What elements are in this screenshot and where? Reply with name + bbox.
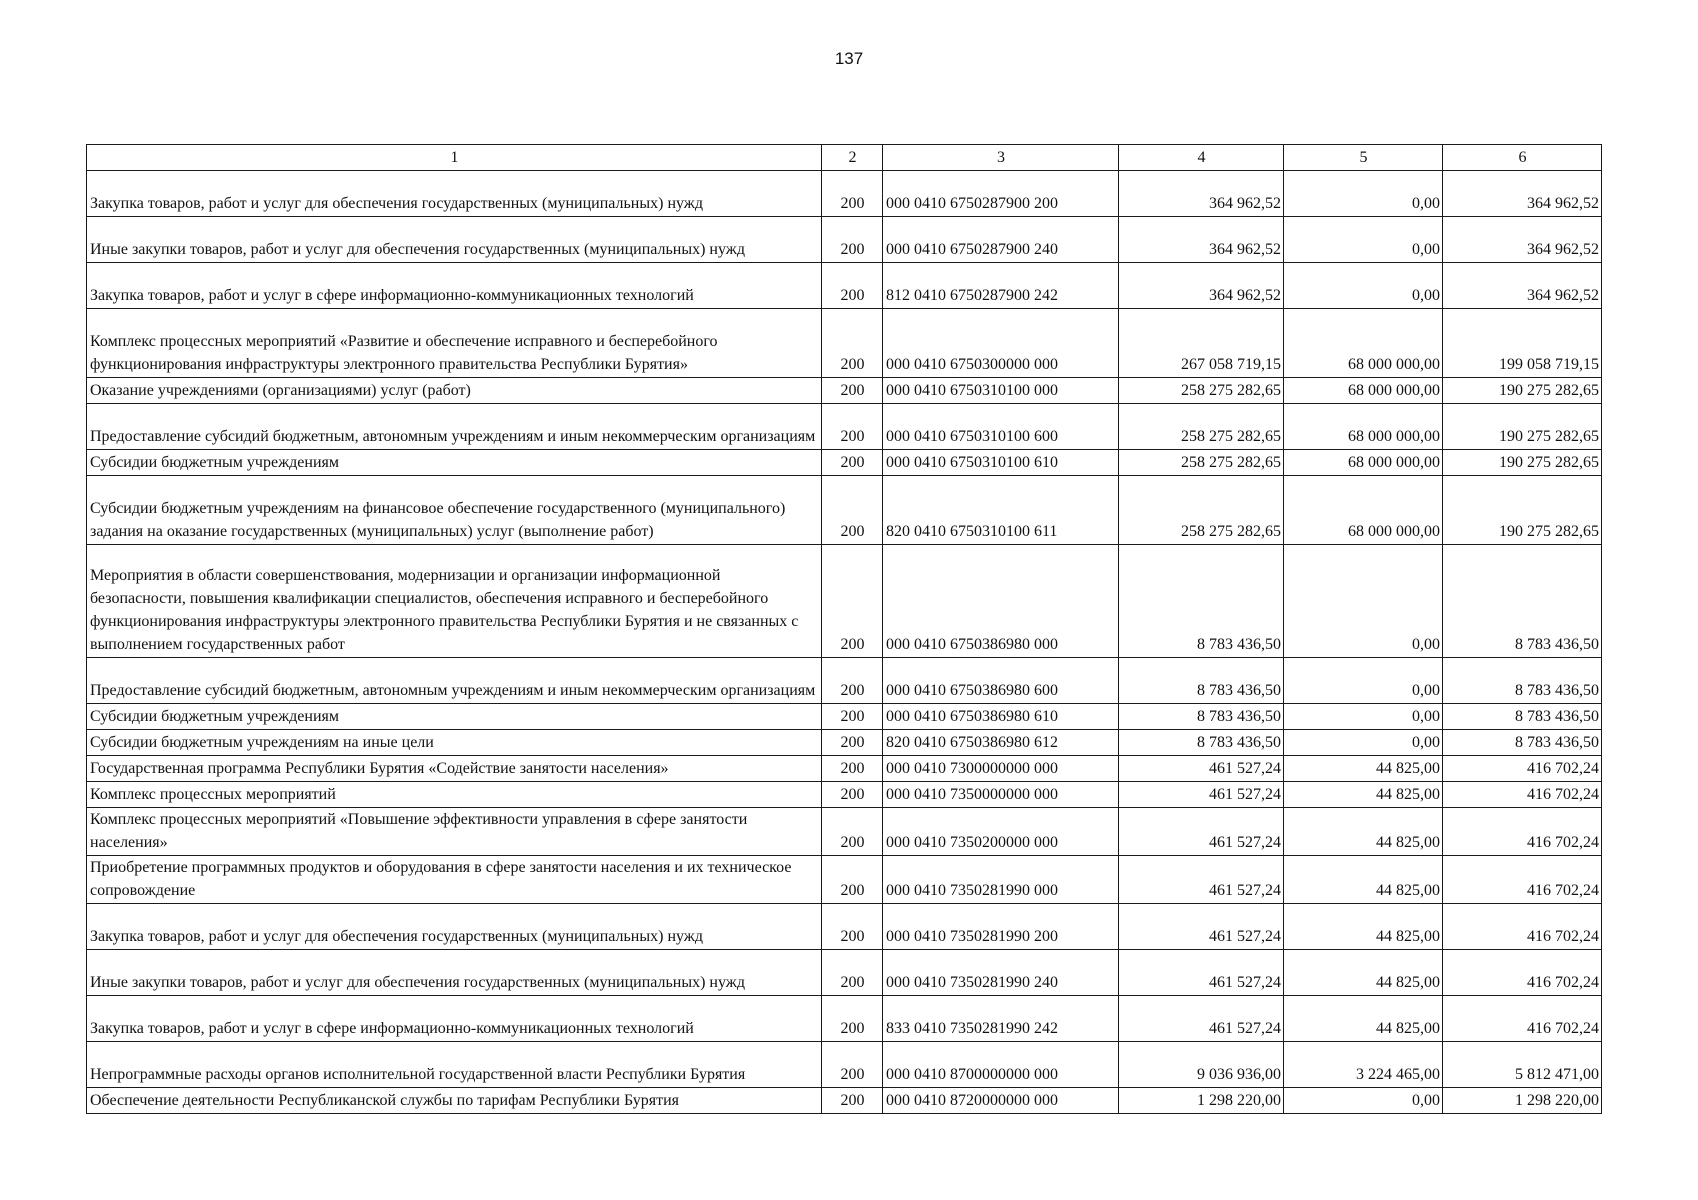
row-value-5: 44 825,00 (1284, 782, 1443, 808)
row-name: Мероприятия в области совершенствования, модернизации и организации информационной безопасности, повышения квалификации специалистов, обеспечения исправного и бесперебойного функционирования инфраструктуры электронного правительства Республики Бурятия и не связанных с выполнением государственных работ (87, 545, 822, 658)
table-row (87, 782, 1602, 808)
row-name: Оказание учреждениями (организациями) услуг (работ) (87, 378, 822, 404)
row-value-4: 8 783 436,50 (1119, 730, 1284, 756)
row-column-2: 200 (822, 545, 883, 658)
row-code: 833 0410 7350281990 242 (883, 996, 1119, 1042)
row-value-4: 258 275 282,65 (1119, 476, 1284, 545)
row-value-6: 416 702,24 (1443, 996, 1602, 1042)
row-name: Комплекс процессных мероприятий «Повышение эффективности управления в сфере занятости населения» (87, 808, 822, 856)
table-row (87, 217, 1602, 263)
row-code: 000 0410 6750386980 610 (883, 704, 1119, 730)
row-name: Иные закупки товаров, работ и услуг для обеспечения государственных (муниципальных) нужд (87, 950, 822, 996)
row-code: 000 0410 6750287900 200 (883, 171, 1119, 217)
row-value-6: 190 275 282,65 (1443, 404, 1602, 450)
row-value-6: 8 783 436,50 (1443, 545, 1602, 658)
row-value-5: 44 825,00 (1284, 856, 1443, 904)
row-code: 000 0410 6750310100 000 (883, 378, 1119, 404)
row-column-2: 200 (822, 309, 883, 378)
row-value-5: 3 224 465,00 (1284, 1042, 1443, 1088)
header-cell-5: 5 (1284, 145, 1443, 171)
row-code: 000 0410 6750287900 240 (883, 217, 1119, 263)
table-row (87, 378, 1602, 404)
row-value-5: 0,00 (1284, 171, 1443, 217)
row-value-6: 416 702,24 (1443, 808, 1602, 856)
row-column-2: 200 (822, 476, 883, 545)
row-name: Комплекс процессных мероприятий «Развитие и обеспечение исправного и бесперебойного функционирования инфраструктуры электронного правительства Республики Бурятия» (87, 309, 822, 378)
table-row (87, 704, 1602, 730)
row-value-5: 0,00 (1284, 730, 1443, 756)
table-row (87, 950, 1602, 996)
table-row (87, 1042, 1602, 1088)
row-code: 000 0410 6750386980 000 (883, 545, 1119, 658)
table-row (87, 730, 1602, 756)
row-column-2: 200 (822, 782, 883, 808)
row-name: Субсидии бюджетным учреждениям на финансовое обеспечение государственного (муниципального) задания на оказание государственных (муниципальных) услуг (выполнение работ) (87, 476, 822, 545)
row-value-5: 68 000 000,00 (1284, 378, 1443, 404)
row-value-4: 8 783 436,50 (1119, 658, 1284, 704)
row-column-2: 200 (822, 856, 883, 904)
row-value-4: 461 527,24 (1119, 904, 1284, 950)
row-column-2: 200 (822, 217, 883, 263)
row-code: 000 0410 8720000000 000 (883, 1088, 1119, 1114)
table-row (87, 856, 1602, 904)
row-name: Непрограммные расходы органов исполнительной государственной власти Республики Бурятия (87, 1042, 822, 1088)
row-value-5: 0,00 (1284, 263, 1443, 309)
row-value-6: 190 275 282,65 (1443, 476, 1602, 545)
row-name: Комплекс процессных мероприятий (87, 782, 822, 808)
row-value-5: 0,00 (1284, 658, 1443, 704)
row-name: Иные закупки товаров, работ и услуг для обеспечения государственных (муниципальных) нужд (87, 217, 822, 263)
row-name: Предоставление субсидий бюджетным, автономным учреждениям и иным некоммерческим организациям (87, 658, 822, 704)
row-value-6: 1 298 220,00 (1443, 1088, 1602, 1114)
row-column-2: 200 (822, 704, 883, 730)
row-code: 000 0410 7350000000 000 (883, 782, 1119, 808)
row-name: Субсидии бюджетным учреждениям (87, 450, 822, 476)
row-value-4: 8 783 436,50 (1119, 545, 1284, 658)
row-column-2: 200 (822, 1088, 883, 1114)
row-value-5: 44 825,00 (1284, 756, 1443, 782)
row-value-6: 364 962,52 (1443, 263, 1602, 309)
table-row (87, 263, 1602, 309)
row-code: 812 0410 6750287900 242 (883, 263, 1119, 309)
row-name: Приобретение программных продуктов и оборудования в сфере занятости населения и их техническое сопровождение (87, 856, 822, 904)
row-value-4: 364 962,52 (1119, 263, 1284, 309)
row-value-4: 258 275 282,65 (1119, 404, 1284, 450)
row-value-6: 8 783 436,50 (1443, 658, 1602, 704)
row-column-2: 200 (822, 1042, 883, 1088)
row-code: 000 0410 6750310100 600 (883, 404, 1119, 450)
row-value-6: 416 702,24 (1443, 856, 1602, 904)
row-value-4: 258 275 282,65 (1119, 378, 1284, 404)
header-cell-3: 3 (883, 145, 1119, 171)
row-name: Субсидии бюджетным учреждениям на иные цели (87, 730, 822, 756)
row-column-2: 200 (822, 658, 883, 704)
row-column-2: 200 (822, 808, 883, 856)
row-column-2: 200 (822, 730, 883, 756)
row-value-6: 190 275 282,65 (1443, 450, 1602, 476)
row-name: Закупка товаров, работ и услуг для обеспечения государственных (муниципальных) нужд (87, 171, 822, 217)
row-name: Закупка товаров, работ и услуг для обеспечения государственных (муниципальных) нужд (87, 904, 822, 950)
row-value-6: 364 962,52 (1443, 171, 1602, 217)
page-number: 137 (834, 49, 864, 68)
row-code: 820 0410 6750386980 612 (883, 730, 1119, 756)
row-value-5: 0,00 (1284, 1088, 1443, 1114)
row-value-4: 364 962,52 (1119, 171, 1284, 217)
row-value-4: 258 275 282,65 (1119, 450, 1284, 476)
row-code: 000 0410 7350281990 240 (883, 950, 1119, 996)
row-value-4: 461 527,24 (1119, 782, 1284, 808)
row-code: 000 0410 8700000000 000 (883, 1042, 1119, 1088)
row-value-6: 5 812 471,00 (1443, 1042, 1602, 1088)
row-column-2: 200 (822, 950, 883, 996)
row-value-5: 68 000 000,00 (1284, 309, 1443, 378)
row-code: 820 0410 6750310100 611 (883, 476, 1119, 545)
row-column-2: 200 (822, 378, 883, 404)
table-row (87, 658, 1602, 704)
row-value-4: 8 783 436,50 (1119, 704, 1284, 730)
row-value-6: 364 962,52 (1443, 217, 1602, 263)
row-value-6: 416 702,24 (1443, 904, 1602, 950)
row-code: 000 0410 7350200000 000 (883, 808, 1119, 856)
table-row (87, 996, 1602, 1042)
table-row (87, 309, 1602, 378)
row-value-6: 416 702,24 (1443, 782, 1602, 808)
row-code: 000 0410 6750386980 600 (883, 658, 1119, 704)
row-value-5: 44 825,00 (1284, 996, 1443, 1042)
row-name: Государственная программа Республики Бурятия «Содействие занятости населения» (87, 756, 822, 782)
header-cell-4: 4 (1119, 145, 1284, 171)
row-name: Закупка товаров, работ и услуг в сфере информационно-коммуникационных технологий (87, 996, 822, 1042)
row-value-5: 0,00 (1284, 545, 1443, 658)
table-row (87, 1088, 1602, 1114)
row-name: Предоставление субсидий бюджетным, автономным учреждениям и иным некоммерческим организациям (87, 404, 822, 450)
table-row (87, 450, 1602, 476)
table-row (87, 171, 1602, 217)
row-column-2: 200 (822, 450, 883, 476)
row-value-6: 199 058 719,15 (1443, 309, 1602, 378)
table-row (87, 476, 1602, 545)
row-value-5: 44 825,00 (1284, 950, 1443, 996)
row-name: Субсидии бюджетным учреждениям (87, 704, 822, 730)
header-cell-6: 6 (1443, 145, 1602, 171)
row-value-5: 68 000 000,00 (1284, 476, 1443, 545)
table-row (87, 808, 1602, 856)
row-column-2: 200 (822, 171, 883, 217)
row-column-2: 200 (822, 404, 883, 450)
row-code: 000 0410 6750310100 610 (883, 450, 1119, 476)
row-value-4: 364 962,52 (1119, 217, 1284, 263)
row-value-5: 68 000 000,00 (1284, 404, 1443, 450)
row-code: 000 0410 6750300000 000 (883, 309, 1119, 378)
header-row (87, 145, 1602, 171)
row-value-6: 8 783 436,50 (1443, 730, 1602, 756)
row-column-2: 200 (822, 996, 883, 1042)
row-value-5: 44 825,00 (1284, 808, 1443, 856)
table-row (87, 756, 1602, 782)
row-value-4: 461 527,24 (1119, 996, 1284, 1042)
row-value-4: 267 058 719,15 (1119, 309, 1284, 378)
row-name: Закупка товаров, работ и услуг в сфере информационно-коммуникационных технологий (87, 263, 822, 309)
row-value-6: 190 275 282,65 (1443, 378, 1602, 404)
table-row (87, 545, 1602, 658)
row-value-4: 461 527,24 (1119, 756, 1284, 782)
row-value-4: 461 527,24 (1119, 856, 1284, 904)
row-value-5: 44 825,00 (1284, 904, 1443, 950)
row-value-6: 416 702,24 (1443, 756, 1602, 782)
header-cell-2: 2 (822, 145, 883, 171)
row-value-5: 68 000 000,00 (1284, 450, 1443, 476)
budget-table (86, 144, 1602, 1114)
row-value-4: 461 527,24 (1119, 808, 1284, 856)
row-value-6: 8 783 436,50 (1443, 704, 1602, 730)
row-column-2: 200 (822, 756, 883, 782)
row-value-4: 461 527,24 (1119, 950, 1284, 996)
table-row (87, 904, 1602, 950)
row-code: 000 0410 7350281990 200 (883, 904, 1119, 950)
header-cell-1: 1 (87, 145, 822, 171)
row-value-5: 0,00 (1284, 217, 1443, 263)
table-row (87, 404, 1602, 450)
row-code: 000 0410 7350281990 000 (883, 856, 1119, 904)
row-column-2: 200 (822, 263, 883, 309)
table-body (87, 171, 1602, 1114)
row-name: Обеспечение деятельности Республиканской службы по тарифам Республики Бурятия (87, 1088, 822, 1114)
row-value-4: 9 036 936,00 (1119, 1042, 1284, 1088)
row-value-4: 1 298 220,00 (1119, 1088, 1284, 1114)
row-code: 000 0410 7300000000 000 (883, 756, 1119, 782)
row-value-5: 0,00 (1284, 704, 1443, 730)
row-value-6: 416 702,24 (1443, 950, 1602, 996)
row-column-2: 200 (822, 904, 883, 950)
